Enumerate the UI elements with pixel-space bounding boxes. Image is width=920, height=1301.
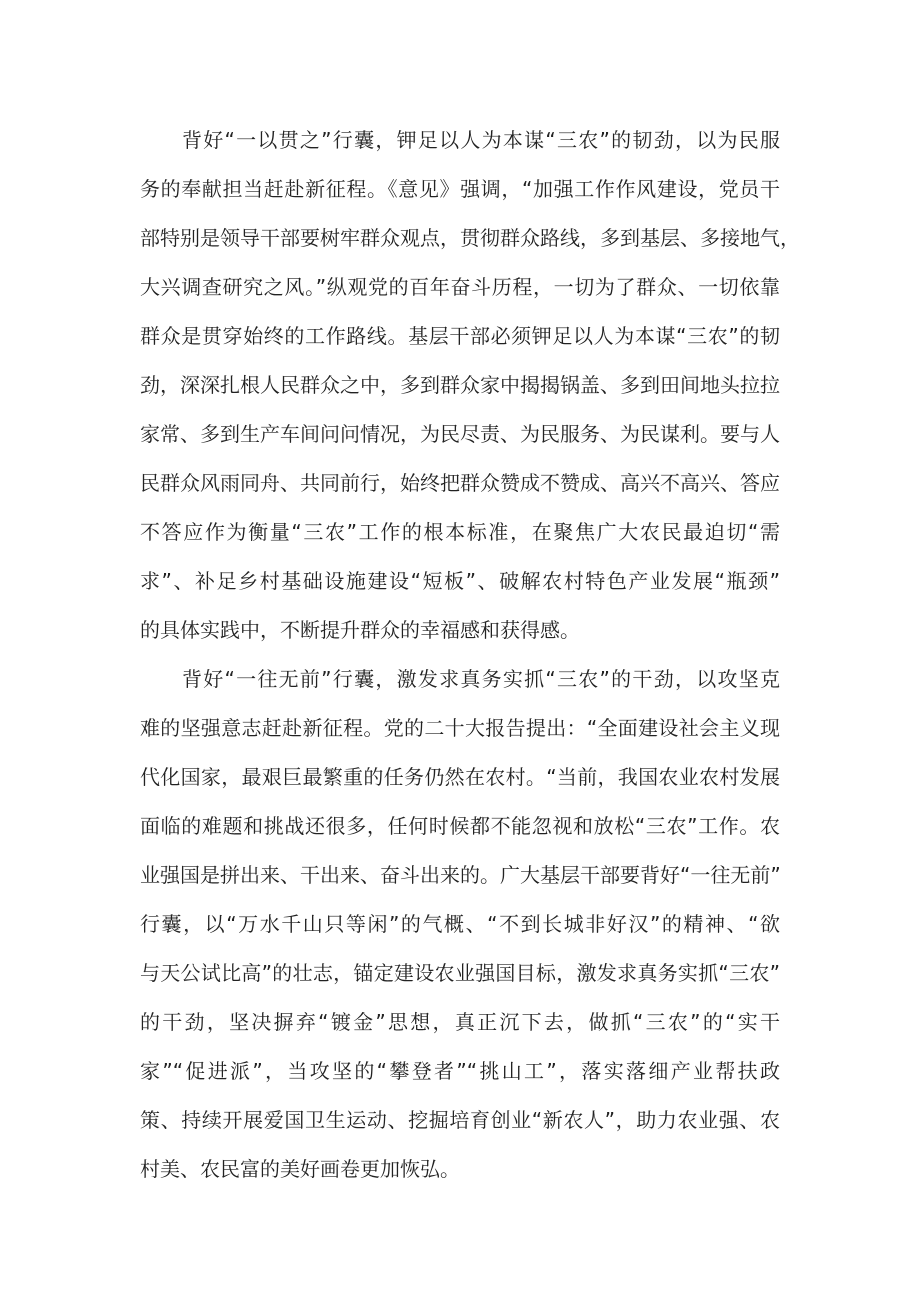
text-line: 背好“一以贯之”行囊，钾足以人为本谋“三农”的韧劲，以为民服 (182, 128, 780, 152)
text-line: 劲，深深扎根人民群众之中，多到群众家中揭揭锅盖、多到田间地头拉拉 (140, 373, 780, 397)
text-line: 部特别是领导干部要树牢群众观点，贯彻群众路线，多到基层、多接地气， (140, 226, 800, 250)
text-line: 行囊，以“万水千山只等闲”的气概、“不到长城非好汉”的精神、“欲 (140, 912, 780, 936)
text-line: 策、持续开展爱国卫生运动、挖掘培育创业“新农人”，助力农业强、农 (140, 1108, 780, 1132)
text-line: 求”、补足乡村基础设施建设“短板”、破解农村特色产业发展“瓶颈” (140, 569, 780, 593)
text-line: 大兴调查研究之风。”纵观党的百年奋斗历程，一切为了群众、一切依靠 (140, 275, 780, 299)
text-line: 难的坚强意志赶赴新征程。党的二十大报告提出：“全面建设社会主义现 (140, 716, 780, 740)
text-line: 与天公试比高”的壮志，锚定建设农业强国目标，激发求真务实抓“三农” (140, 961, 780, 985)
text-line: 村美、农民富的美好画卷更加恢弘。 (140, 1157, 460, 1181)
text-line: 务的奉献担当赶赴新征程。《意见》强调，“加强工作作风建设，党员干 (140, 177, 780, 201)
text-line: 背好“一往无前”行囊，激发求真务实抓“三农”的干劲，以攻坚克 (182, 667, 780, 691)
text-line: 不答应作为衡量“三农”工作的根本标准，在聚焦广大农民最迫切“需 (140, 520, 780, 544)
text-line: 群众是贯穿始终的工作路线。基层干部必须钾足以人为本谋“三农”的韧 (140, 324, 780, 348)
text-line: 代化国家，最艰巨最繁重的任务仍然在农村。“当前，我国农业农村发展 (140, 765, 780, 789)
text-line: 面临的难题和挑战还很多，任何时候都不能忽视和放松“三农”工作。农 (140, 814, 780, 838)
text-line: 业强国是拼出来、干出来、奋斗出来的。广大基层干部要背好“一往无前” (140, 863, 781, 887)
text-line: 家”“促进派”，当攻坚的“攀登者”“挑山工”，落实落细产业帮扶政 (140, 1059, 780, 1083)
text-line: 家常、多到生产车间问问情况，为民尽责、为民服务、为民谋利。要与人 (140, 422, 780, 446)
text-line: 的干劲，坚决摒弃“镀金”思想，真正沉下去，做抓“三农”的“实干 (140, 1010, 780, 1034)
text-line: 民群众风雨同舟、共同前行，始终把群众赞成不赞成、高兴不高兴、答应 (140, 471, 780, 495)
text-line: 的具体实践中，不断提升群众的幸福感和获得感。 (140, 618, 580, 642)
